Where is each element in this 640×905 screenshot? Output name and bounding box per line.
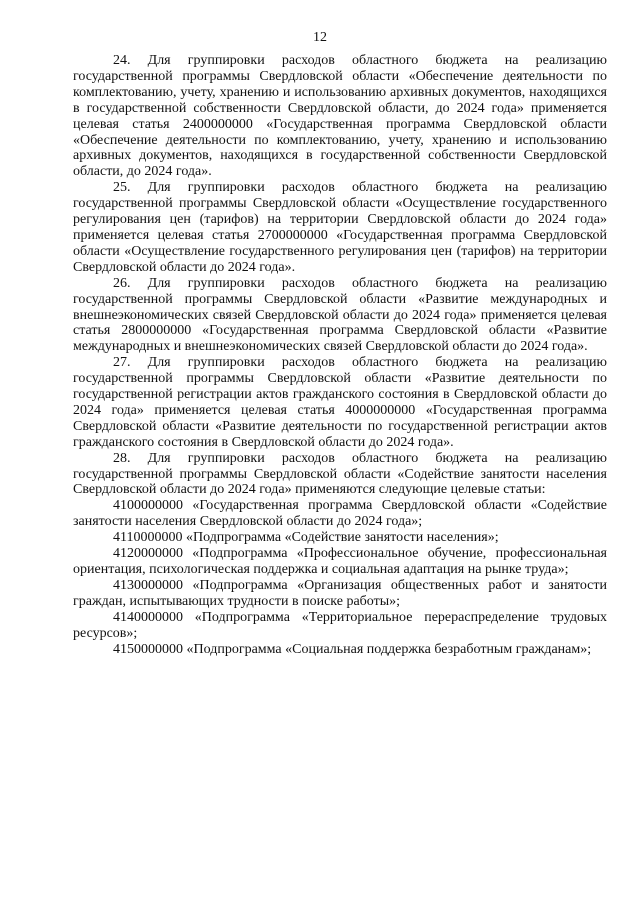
document-body xyxy=(73,53,607,657)
target-article-4130000000: 4130000000 «Подпрограмма «Организация общественных работ и занятости граждан, испытывающих трудности в поиске работы»; xyxy=(73,577,607,609)
target-article-4150000000: 4150000000 «Подпрограмма «Социальная поддержка безработным гражданам»; xyxy=(113,641,592,657)
paragraph-26: 26. Для группировки расходов областного бюджета на реализацию государственной программы Свердловской области «Развитие международных и внешнеэкономических связей Свердловской области до 2024 года» применяется целевая статья 2800000000 «Государственная программа Свердловской области «Развитие международных и внешнеэкономических связей Свердловской области до 2024 года». xyxy=(73,275,607,355)
target-article-4100000000: 4100000000 «Государственная программа Свердловской области «Содействие занятости населения Свердловской области до 2024 года»; xyxy=(73,498,607,530)
paragraph-25: 25. Для группировки расходов областного бюджета на реализацию государственной программы Свердловской области «Осуществление государственного регулирования цен (тарифов) на территории Свердловской области до 2024 года» применяется целевая статья 2700000000 «Государственная программа Свердловской области «Осуществление государственного регулирования цен (тарифов) на территории Свердловской области до 2024 года». xyxy=(73,180,607,275)
paragraph-28: 28. Для группировки расходов областного бюджета на реализацию государственной программы Свердловской области «Содействие занятости населения Свердловской области до 2024 года» применяются следующие целевые статьи: xyxy=(73,450,607,498)
paragraph-24: 24. Для группировки расходов областного бюджета на реализацию государственной программы Свердловской области «Обеспечение деятельности по комплектованию, учету, хранению и использованию архивных документов, находящихся в государственной собственности Свердловской области, до 2024 года» применяется целевая статья 2400000000 «Государственная программа Свердловской области «Обеспечение деятельности по комплектованию, учету, хранению и использованию архивных документов, находящихся в государственной собственности Свердловской области, до 2024 года». xyxy=(73,53,607,180)
target-article-4140000000: 4140000000 «Подпрограмма «Территориальное перераспределение трудовых ресурсов»; xyxy=(73,609,607,641)
target-article-4120000000: 4120000000 «Подпрограмма «Профессиональное обучение, профессиональная ориентация, психологическая поддержка и социальная адаптация на рынке труда»; xyxy=(73,546,607,577)
page-number: 12 xyxy=(313,30,327,45)
paragraph-27: 27. Для группировки расходов областного бюджета на реализацию государственной программы Свердловской области «Развитие деятельности по государственной регистрации актов гражданского состояния в Свердловской области до 2024 года» применяется целевая статья 4000000000 «Государственная программа Свердловской области «Развитие деятельности по государственной регистрации актов гражданского состояния в Свердловской области до 2024 года». xyxy=(73,355,607,450)
target-article-4110000000: 4110000000 «Подпрограмма «Содействие занятости населения»; xyxy=(113,530,499,546)
